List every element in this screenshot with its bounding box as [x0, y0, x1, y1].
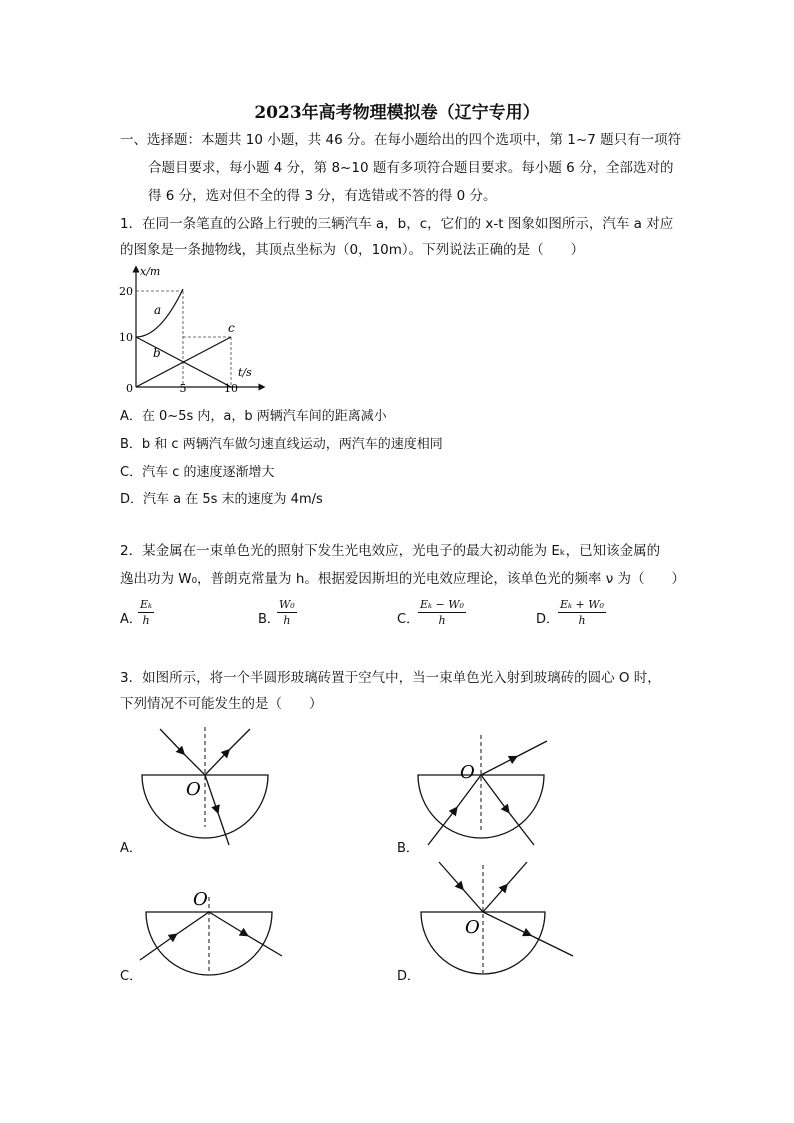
q1-option-d: D．汽车 a 在 5s 末的速度为 4m/s: [120, 492, 323, 507]
q2-stem-line2: 逸出功为 W₀，普朗克常量为 h。根据爱因斯坦的光电效应理论，该单色光的频率 ν 为（ ）: [120, 571, 686, 587]
q2-option-a-denominator: h: [142, 614, 150, 627]
q2-option-b-fraction: [277, 597, 297, 628]
q2-option-a-fraction: [138, 597, 154, 628]
q2-option-a-letter: A．: [120, 612, 142, 627]
q3-c-center-label: O: [193, 889, 208, 910]
q3-diagram-b: [418, 735, 547, 845]
q3-stem-line1: 3．如图所示，将一个半圆形玻璃砖置于空气中，当一束单色光入射到玻璃砖的圆心 O 时，: [120, 670, 661, 686]
q2-option-c-letter: C．: [397, 612, 420, 627]
q3-d-center-label: O: [465, 917, 480, 938]
q3-b-center-label: O: [460, 762, 475, 783]
q3-diagram-d: [421, 862, 573, 974]
q2-option-d-fraction: [558, 597, 606, 628]
q1-xt-graph: [110, 262, 270, 397]
section-instructions-line3: 得 6 分，选对但不全的得 3 分，有选错或不答的得 0 分。: [148, 188, 497, 204]
xtick-5: 5: [179, 382, 187, 395]
q2-option-a-numerator: Eₖ: [140, 598, 153, 611]
q3-a-center-label: O: [186, 779, 201, 800]
page-title: 2023年高考物理模拟卷（辽宁专用）: [254, 103, 540, 123]
q3-option-d: D．: [397, 969, 421, 984]
q1-stem-line2: 的图象是一条抛物线，其顶点坐标为（0，10m）。下列说法正确的是（ ）: [120, 242, 585, 258]
q2-option-d-numerator: Eₖ + W₀: [560, 598, 604, 611]
q3-stem-line2: 下列情况不可能发生的是（ ）: [120, 696, 323, 712]
line-c-label: c: [228, 321, 235, 335]
q1-option-c: C．汽车 c 的速度逐渐增大: [120, 465, 275, 480]
section-instructions-line2: 合题目要求，每小题 4 分，第 8~10 题有多项符合题目要求。每小题 6 分，全部选对的: [148, 160, 674, 176]
q3-option-a: A．: [120, 841, 142, 856]
q2-option-b-letter: B．: [258, 612, 280, 627]
q2-option-b-numerator: W₀: [279, 598, 295, 611]
ytick-10: 10: [119, 331, 133, 344]
q2-option-c-fraction: [418, 597, 466, 628]
q2-option-c-numerator: Eₖ − W₀: [420, 598, 464, 611]
xtick-10: 10: [224, 382, 238, 395]
q2-option-b-denominator: h: [283, 614, 291, 627]
q2-option-d-letter: D．: [536, 612, 560, 627]
section-instructions-line1: 一、选择题：本题共 10 小题，共 46 分。在每小题给出的四个选项中，第 1~7 题只有一项符: [120, 132, 682, 148]
y-axis-label: x/m: [140, 265, 161, 278]
q3-option-b: B．: [397, 841, 419, 856]
q3-option-c: C．: [120, 969, 143, 984]
q2-stem-line1: 2．某金属在一束单色光的照射下发生光电效应，光电子的最大初动能为 Eₖ，已知该金属的: [120, 543, 661, 559]
ytick-20: 20: [119, 285, 133, 298]
q2-option-c-denominator: h: [438, 614, 446, 627]
line-b-label: b: [153, 346, 161, 360]
x-axis-label: t/s: [238, 366, 252, 379]
curve-a-label: a: [154, 303, 162, 317]
q2-option-d-denominator: h: [578, 614, 586, 627]
q1-option-a: A．在 0~5s 内，a，b 两辆汽车间的距离减小: [120, 409, 387, 424]
q1-stem-line1: 1．在同一条笔直的公路上行驶的三辆汽车 a，b，c，它们的 x-t 图象如图所示，汽车 a 对应: [120, 216, 674, 232]
q3-diagram-c: [140, 889, 282, 975]
q1-option-b: B．b 和 c 两辆汽车做匀速直线运动，两汽车的速度相同: [120, 437, 443, 452]
xtick-0: 0: [126, 382, 133, 395]
q3-diagram-a: [142, 727, 268, 845]
